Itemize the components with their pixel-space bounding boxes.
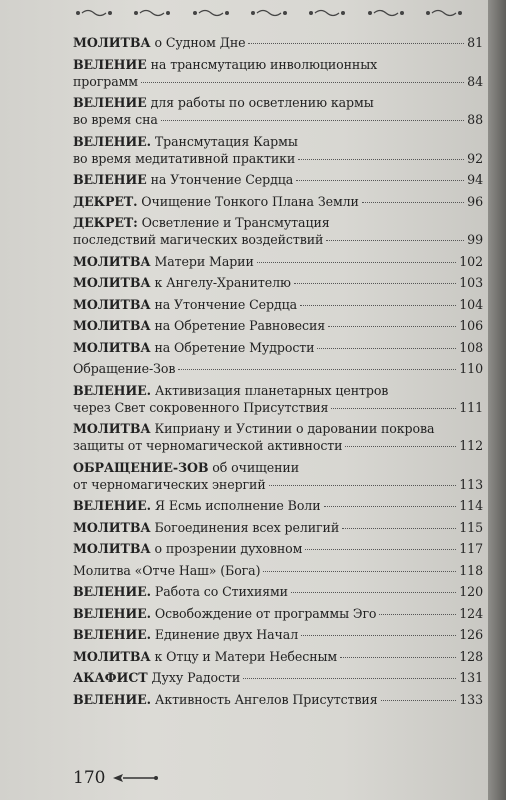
toc-entry [73, 540, 483, 557]
toc-page-number: 112 [459, 438, 483, 453]
ornament-icon [191, 8, 231, 18]
toc-entry-last-line [73, 296, 483, 313]
toc-entry-text: Единение двух Начал [154, 627, 299, 642]
toc-entry [73, 296, 483, 313]
dot-leader [300, 305, 456, 306]
toc-entry-text: Осветление и Трансмутация [141, 215, 330, 230]
dot-leader [243, 678, 456, 679]
toc-page-number: 108 [459, 339, 483, 355]
toc-entry-title [73, 193, 359, 210]
dot-leader [362, 202, 464, 203]
toc-entry-text: Богоединения всех религий [154, 519, 340, 535]
folio-number: 170 [73, 768, 106, 788]
toc-entry [73, 691, 483, 708]
toc-entry-text: Обращение-Зов [73, 361, 176, 376]
toc-entry-last-line [73, 605, 483, 622]
toc-page-number: 104 [459, 296, 483, 312]
toc-entry-title [73, 648, 337, 665]
toc-entry-keyword: МОЛИТВА [73, 275, 151, 290]
toc-entry-title [73, 231, 323, 248]
toc-entry [73, 94, 483, 128]
dot-leader [263, 571, 456, 572]
toc-entry-last-line [73, 648, 483, 665]
toc-entry-text: во время медитативной практики [73, 150, 296, 166]
dot-leader [294, 283, 456, 284]
toc-entry-text: об очищении [212, 459, 299, 475]
toc-entry [73, 583, 483, 600]
toc-entry-last-line [73, 626, 483, 643]
toc-entry-text: на Обретение Равновесия [154, 318, 326, 333]
toc-entry-title [73, 691, 378, 708]
dot-leader [379, 614, 456, 615]
toc-entry-last-line [73, 437, 483, 454]
toc-entry-last-line [73, 193, 483, 210]
toc-entry-keyword: ВЕЛЕНИЕ. [73, 584, 151, 599]
toc-entry-title [73, 626, 298, 643]
dot-leader [340, 657, 456, 658]
toc-entry-text: через Свет сокровенного Присутствия [73, 399, 329, 415]
toc-entry-text: для работы по осветлению кармы [150, 95, 374, 110]
toc-entry-title [73, 339, 314, 356]
toc-entry-keyword: АКАФИСТ [73, 670, 148, 685]
toc-entry-keyword: МОЛИТВА [73, 339, 151, 355]
book-edge [488, 0, 506, 800]
toc-entry-text: Активность Ангелов Присутствия [154, 691, 378, 707]
toc-entry-line [73, 214, 483, 231]
toc-entry-last-line [73, 399, 483, 416]
toc-entry-title [73, 562, 260, 579]
ornament-icon [74, 8, 114, 18]
toc-page-number: 99 [467, 232, 483, 247]
dot-leader [345, 446, 456, 447]
toc-entry-line [73, 56, 483, 73]
toc-entry-title [73, 497, 321, 514]
toc-page-number: 96 [467, 193, 483, 209]
toc-entry-title [73, 605, 376, 622]
toc-entry-text: Я Есмь исполнение Воли [154, 498, 321, 513]
dot-leader [324, 506, 457, 507]
toc-page-number: 124 [459, 605, 483, 621]
toc-entry [73, 497, 483, 514]
toc-entry-text: во время сна [73, 112, 158, 127]
toc-entry-last-line [73, 540, 483, 557]
toc-entry-text: Работа со Стихиями [154, 584, 288, 599]
toc-entry-text: о Судном Дне [154, 35, 246, 50]
toc-entry-keyword: МОЛИТВА [73, 318, 151, 333]
toc-entry-keyword: ВЕЛЕНИЕ. [73, 627, 151, 642]
toc-entry-text: на Обретение Мудрости [154, 339, 315, 355]
toc-page-number: 84 [467, 73, 483, 89]
toc-entry-keyword: МОЛИТВА [73, 35, 151, 50]
toc-entry-title [73, 171, 293, 188]
toc-entry-line [73, 459, 483, 476]
toc-entry-text: Киприану и Устинии о даровании покрова [154, 421, 435, 436]
toc-entry [73, 214, 483, 248]
toc-entry-line [73, 94, 483, 111]
toc-entry-keyword: ДЕКРЕТ: [73, 215, 138, 230]
toc-page-number: 133 [459, 691, 483, 707]
toc-entry [73, 274, 483, 291]
toc-entry-last-line [73, 339, 483, 356]
toc-entry-title [73, 519, 339, 536]
toc-entry-last-line [73, 253, 483, 270]
toc-entry-keyword: ВЕЛЕНИЕ [73, 95, 147, 110]
toc-entry-keyword: МОЛИТВА [73, 648, 151, 664]
page-number-footer [73, 768, 159, 788]
toc-entry [73, 605, 483, 622]
toc-entry-keyword: МОЛИТВА [73, 421, 151, 436]
toc-entry-keyword: МОЛИТВА [73, 519, 151, 535]
toc-entry-keyword: ВЕЛЕНИЕ. [73, 605, 151, 621]
toc-entry-last-line [73, 476, 483, 493]
toc-page-number: 88 [467, 112, 483, 127]
toc-entry-keyword: ДЕКРЕТ. [73, 193, 138, 209]
toc-entry-title [73, 476, 266, 493]
toc-entry [73, 648, 483, 665]
toc-entry [73, 339, 483, 356]
dot-leader [326, 240, 464, 241]
toc-page-number: 131 [459, 670, 483, 685]
toc-entry-title [73, 111, 158, 128]
toc-entry-keyword: ОБРАЩЕНИЕ-ЗОВ [73, 459, 209, 475]
toc-entry [73, 317, 483, 334]
dot-leader [305, 549, 456, 550]
dot-leader [381, 700, 457, 701]
toc-entry-keyword: МОЛИТВА [73, 253, 151, 269]
toc-entry-text: на трансмутацию инволюционных [150, 56, 378, 72]
ornament-icon [307, 8, 347, 18]
toc-page-number: 92 [467, 150, 483, 166]
toc-page-number: 128 [459, 648, 483, 664]
toc-entry-text: Очищение Тонкого Плана Земли [141, 193, 359, 209]
dot-leader [291, 592, 456, 593]
toc-page-number: 115 [459, 519, 483, 535]
toc-entry-title [73, 317, 325, 334]
toc-entry [73, 360, 483, 377]
toc-entry [73, 56, 483, 90]
toc-entry-last-line [73, 691, 483, 708]
toc-entry-keyword: ВЕЛЕНИЕ. [73, 133, 151, 149]
toc-entry-keyword: ВЕЛЕНИЕ. [73, 691, 151, 707]
toc-entry [73, 669, 483, 686]
toc-entry-text: Духу Радости [151, 670, 241, 685]
toc-entry [73, 171, 483, 188]
toc-entry-last-line [73, 583, 483, 600]
dot-leader [298, 159, 464, 160]
toc-entry-title [73, 399, 328, 416]
dot-leader [141, 82, 464, 83]
toc-entry-title [73, 73, 138, 90]
toc-entry [73, 420, 483, 454]
toc-entry-last-line [73, 274, 483, 291]
dot-leader [269, 485, 457, 486]
dot-leader [178, 369, 456, 370]
toc-entry-keyword: ВЕЛЕНИЕ. [73, 382, 151, 398]
toc-entry-title [73, 360, 175, 377]
toc-entry-text: на Утончение Сердца [154, 296, 298, 312]
toc-entry [73, 34, 483, 51]
dot-leader [328, 326, 456, 327]
toc-entry-text: Трансмутация Кармы [154, 133, 298, 149]
toc-entry-line [73, 133, 483, 150]
toc-entry-title [73, 253, 254, 270]
toc-entry-last-line [73, 231, 483, 248]
toc-page-number: 126 [459, 627, 483, 642]
toc-entry-line [73, 382, 483, 399]
toc-page-number: 102 [459, 253, 483, 269]
toc-entry-line [73, 420, 483, 437]
toc-entry-text: к Отцу и Матери Небесным [154, 648, 338, 664]
dot-leader [301, 635, 456, 636]
ornament-icon [132, 8, 172, 18]
toc-entry-text: защиты от черномагической активности [73, 438, 343, 453]
ornament-icon [366, 8, 406, 18]
toc-entry-title [73, 669, 240, 686]
toc-entry-last-line [73, 497, 483, 514]
toc-entry-text: на Утончение Сердца [150, 172, 294, 187]
toc-entry [73, 459, 483, 493]
toc-entry-last-line [73, 34, 483, 51]
toc-page-number: 120 [459, 584, 483, 599]
toc-page-number: 111 [459, 399, 483, 415]
dot-leader [342, 528, 456, 529]
dot-leader [317, 348, 456, 349]
toc-page-number: 103 [459, 275, 483, 290]
dot-leader [331, 408, 456, 409]
toc-entry-last-line [73, 171, 483, 188]
toc-page-number: 113 [459, 476, 483, 492]
toc-entry-keyword: ВЕЛЕНИЕ [73, 172, 147, 187]
toc-entry-last-line [73, 360, 483, 377]
toc-entry-text: к Ангелу-Хранителю [154, 275, 291, 290]
ornament-icon [424, 8, 464, 18]
toc-entry-text: программ [73, 73, 138, 89]
toc-entry-text: последствий магических воздействий [73, 232, 324, 247]
toc-entry-text: Активизация планетарных центров [154, 382, 389, 398]
toc-entry [73, 382, 483, 416]
toc-entry-last-line [73, 150, 483, 167]
toc-page-number: 110 [459, 361, 483, 376]
dot-leader [248, 43, 464, 44]
header-ornament [74, 6, 464, 20]
toc-entry-last-line [73, 519, 483, 536]
toc-entry-text: от черномагических энергий [73, 476, 266, 492]
toc-entry [73, 519, 483, 536]
toc-entry [73, 562, 483, 579]
dot-leader [161, 120, 464, 121]
toc-entry-last-line [73, 669, 483, 686]
toc-entry [73, 133, 483, 167]
dot-leader [257, 262, 456, 263]
toc-entry-text: о прозрении духовном [154, 541, 303, 556]
toc-entry-last-line [73, 317, 483, 334]
toc-page-number: 94 [467, 172, 483, 187]
toc-entry-title [73, 437, 342, 454]
toc-page-number: 81 [467, 35, 483, 50]
toc-entry [73, 253, 483, 270]
toc-entry-last-line [73, 562, 483, 579]
pen-nib-ornament-icon [111, 773, 159, 783]
toc-entry-text: Матери Марии [154, 253, 254, 269]
toc-entry-text: Освобождение от программы Эго [154, 605, 377, 621]
toc-entry-title [73, 34, 245, 51]
toc-entry-keyword: МОЛИТВА [73, 541, 151, 556]
toc-entry-title [73, 540, 302, 557]
toc-entry-last-line [73, 111, 483, 128]
toc-entry-title [73, 274, 291, 291]
table-of-contents [73, 34, 483, 712]
ornament-icon [249, 8, 289, 18]
toc-page-number: 118 [459, 562, 483, 578]
toc-entry-keyword: ВЕЛЕНИЕ. [73, 498, 151, 513]
toc-page-number: 114 [459, 498, 483, 513]
toc-page-number: 117 [459, 541, 483, 556]
toc-entry [73, 193, 483, 210]
toc-entry-keyword: МОЛИТВА [73, 296, 151, 312]
toc-entry-title [73, 150, 295, 167]
toc-entry-keyword: ВЕЛЕНИЕ [73, 56, 147, 72]
toc-entry-last-line [73, 73, 483, 90]
toc-entry-title [73, 296, 297, 313]
toc-entry-title [73, 583, 288, 600]
dot-leader [296, 180, 464, 181]
toc-entry-text: Молитва «Отче Наш» (Бога) [73, 562, 261, 578]
toc-entry [73, 626, 483, 643]
toc-page-number: 106 [459, 318, 483, 333]
